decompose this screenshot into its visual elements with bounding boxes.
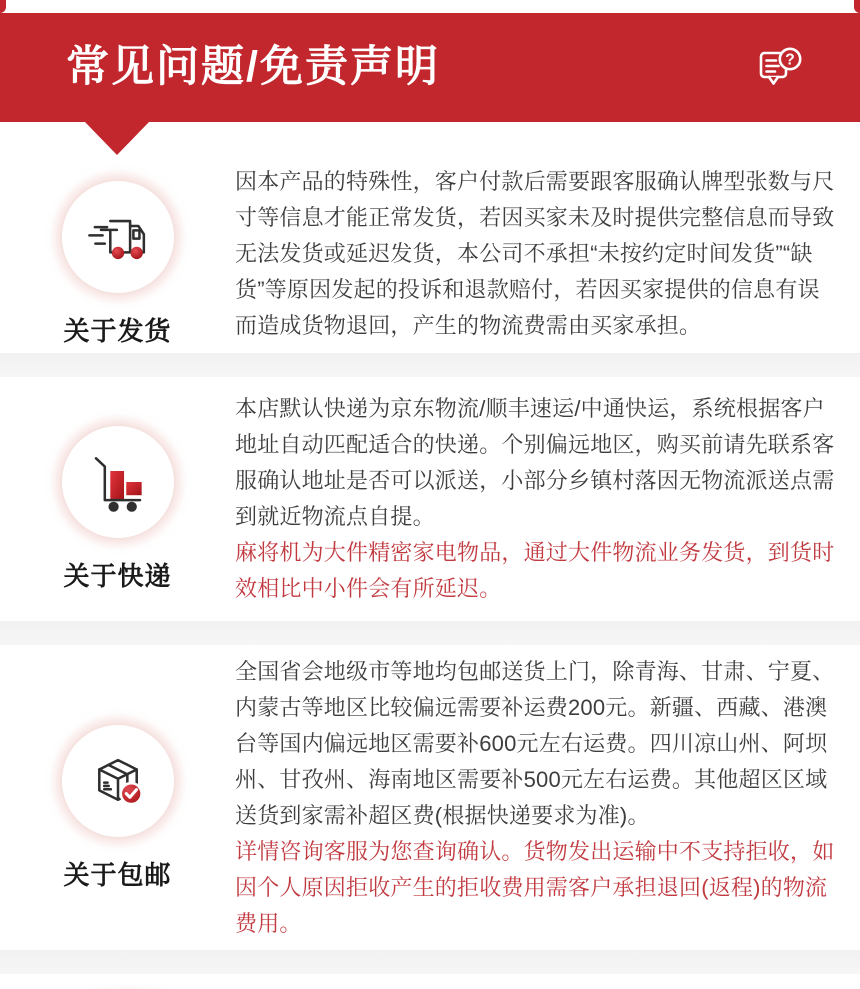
banner-pointer-row — [0, 122, 860, 155]
delivery-truck-icon — [85, 204, 151, 270]
trolley-cart-icon — [85, 449, 151, 515]
icon-glow — [43, 162, 193, 312]
next-section-peek — [0, 974, 860, 989]
paragraph: 因本产品的特殊性，客户付款后需要跟客服确认牌型张数与尺寸等信息才能正常发货，若因买家未及时提供完整信息而导致无法发货或延迟发货，本公司不承担“未按约定时间发货”“缺货”等原因发起的投诉和退款赔付，若因买家提供的信息有误而造成货物退回，产生的物流费需由买家承担。 — [235, 169, 835, 338]
banner-pointer-triangle — [85, 122, 149, 155]
icon-circle — [62, 725, 174, 837]
section-shipping-label: 关于发货 — [63, 316, 172, 347]
svg-text:?: ? — [785, 51, 795, 68]
section-free-shipping — [0, 645, 860, 950]
package-check-icon — [85, 748, 151, 814]
section-header-banner — [0, 13, 860, 122]
icon-glow — [43, 706, 193, 856]
previous-module-corner-left — [0, 0, 6, 13]
paragraph-warning: 详情咨询客服为您查询确认。货物发出运输中不支持拒收，如因个人原因拒收产生的拒收费用需客户承担退回(返程)的物流费用。 — [235, 838, 835, 936]
section-free-shipping-text — [235, 654, 835, 942]
previous-module-corner-right — [854, 0, 860, 13]
icon-circle — [62, 426, 174, 538]
section-free-shipping-label: 关于包邮 — [63, 859, 172, 890]
paragraph: 全国省会地级市等地均包邮送货上门，除青海、甘肃、宁夏、内蒙古等地区比较偏远需要补运费200元。新疆、西藏、港澳台等国内偏远地区需要补600元左右运费。四川凉山州、阿坝州、甘孜州、海南地区需要补500元左右运费。其他超区区域送货到家需补超区费(根据快递要求为准)。 — [235, 658, 835, 828]
icon-glow — [43, 407, 193, 557]
section-shipping-icon-col — [0, 162, 235, 346]
section-divider — [0, 353, 860, 377]
icon-circle — [62, 181, 174, 293]
section-shipping-text — [235, 164, 835, 344]
section-express-icon-col — [0, 407, 235, 591]
section-divider — [0, 621, 860, 645]
section-divider — [0, 950, 860, 974]
paragraph: 本店默认快递为京东物流/顺丰速运/中通快运，系统根据客户地址自动匹配适合的快递。个别偏远地区，购买前请先联系客服确认地址是否可以派送，小部分乡镇村落因无物流派送点需到就近物流点自提。 — [235, 396, 835, 529]
section-express-label: 关于快递 — [63, 561, 172, 592]
chat-question-icon — [756, 44, 804, 92]
paragraph-warning: 麻将机为大件精密家电物品，通过大件物流业务发货，到货时效相比中小件会有所延迟。 — [235, 540, 835, 601]
section-free-shipping-icon-col — [0, 706, 235, 890]
section-shipping — [0, 155, 860, 353]
top-strip — [0, 0, 860, 13]
section-express-text — [235, 391, 835, 607]
section-express — [0, 377, 860, 621]
page-title: 常见问题/免责声明 — [66, 43, 440, 91]
